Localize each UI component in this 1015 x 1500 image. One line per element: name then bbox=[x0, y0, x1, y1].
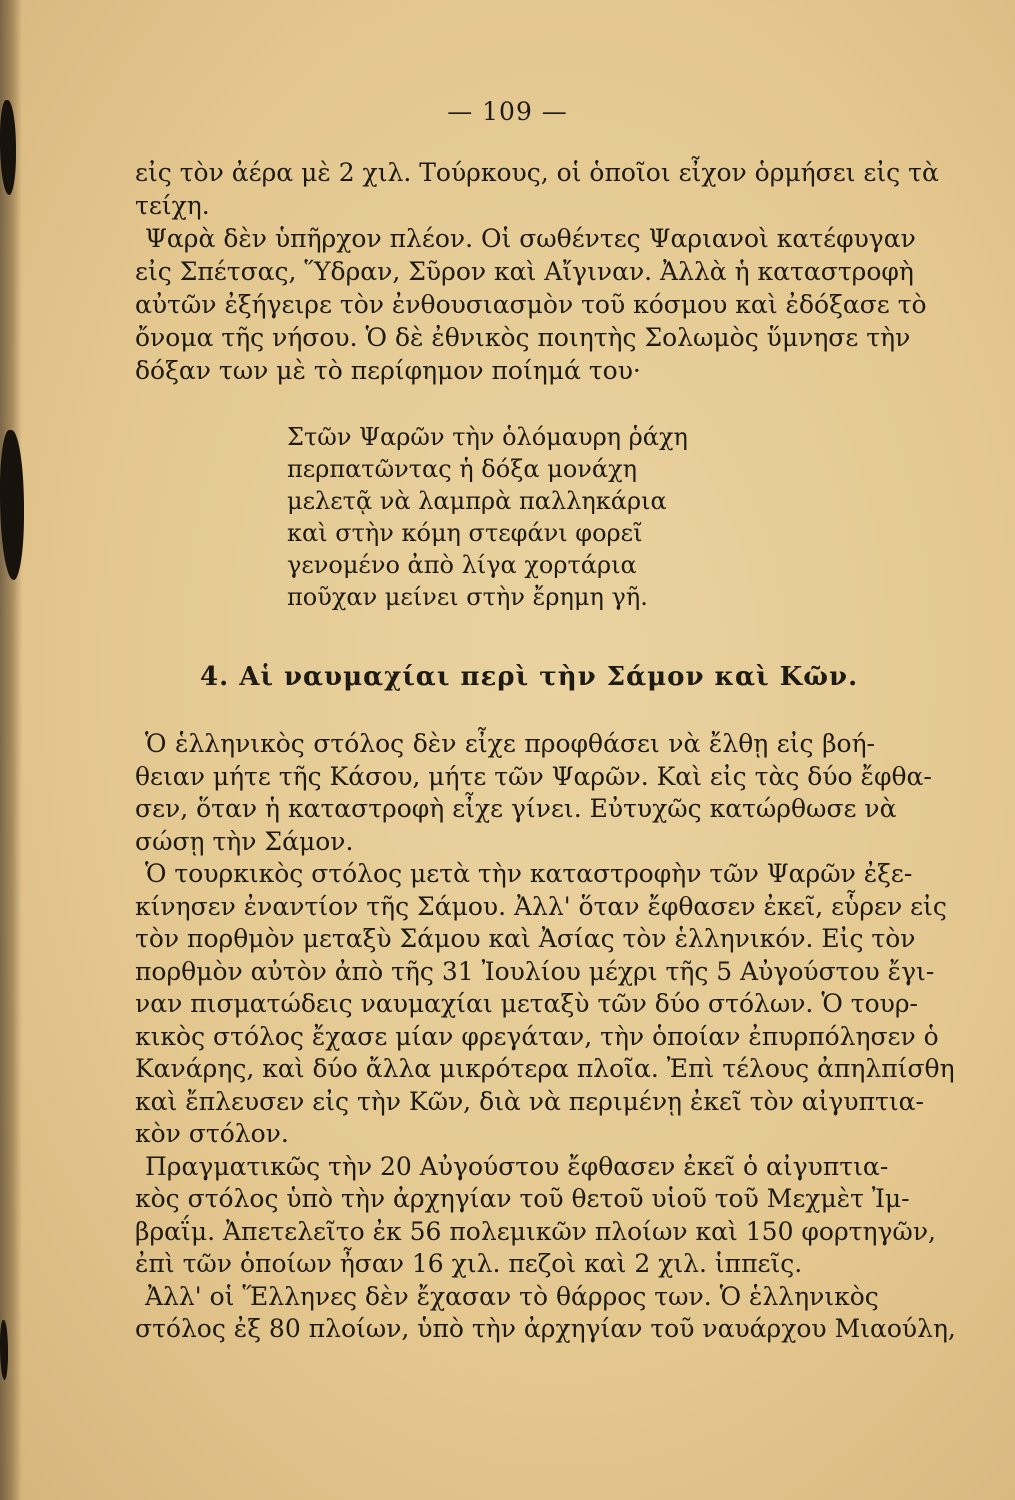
text-line: Πραγματικῶς τὴν 20 Αὐγούστου ἔφθασεν ἐκεῖ ὁ αἰγυπτια- bbox=[145, 1151, 889, 1181]
text-line: κικὸς στόλος ἔχασε μίαν φρεγάταν, τὴν ὁποίαν ἐπυρπόλησεν ὁ bbox=[135, 1021, 939, 1051]
text-line: σεν, ὅταν ἡ καταστροφὴ εἶχε γίνει. Εὐτυχῶς κατώρθωσε νὰ bbox=[135, 794, 897, 823]
poem-line: γενομένο ἀπὸ λίγα χορτάρια bbox=[287, 551, 637, 579]
page-number: — 109 — bbox=[447, 97, 568, 126]
text-line: βραΐμ. Ἀπετελεῖτο ἐκ 56 πολεμικῶν πλοίων καὶ 150 φορτηγῶν, bbox=[135, 1216, 936, 1246]
paragraph-2 bbox=[135, 728, 956, 1346]
text-line: Ὁ ἑλληνικὸς στόλος δὲν εἶχε προφθάσει νὰ ἔλθῃ εἰς βοή- bbox=[145, 729, 875, 758]
text-line: εἰς τὸν ἀέρα μὲ 2 χιλ. Τούρκους, οἱ ὁποῖοι εἶχον ὁρμήσει εἰς τὰ bbox=[135, 158, 939, 187]
poem-line: μελετᾷ νὰ λαμπρὰ παλληκάρια bbox=[287, 487, 667, 515]
ink-blot bbox=[0, 430, 24, 580]
text-line: κὸς στόλος ὑπὸ τὴν ἀρχηγίαν τοῦ θετοῦ υἱοῦ τοῦ Μεχμὲτ Ἰμ- bbox=[135, 1184, 910, 1213]
text-line: Ἀλλ' οἱ Ἕλληνες δὲν ἔχασαν τὸ θάρρος των. Ὁ ἑλληνικὸς bbox=[145, 1281, 879, 1311]
paragraph-1 bbox=[135, 156, 939, 387]
poem-line: περπατῶντας ἡ δόξα μονάχη bbox=[287, 455, 638, 483]
poem-line: ποῦχαν μείνει στὴν ἔρημη γῆ. bbox=[287, 583, 648, 611]
section-heading: 4. Αἱ ναυμαχίαι περὶ τὴν Σάμον καὶ Κῶν. bbox=[200, 662, 859, 692]
text-line: Κανάρης, καὶ δύο ἄλλα μικρότερα πλοῖα. Ἐπὶ τέλους ἀπηλπίσθη bbox=[135, 1054, 955, 1083]
text-line: τείχη. bbox=[135, 191, 210, 220]
text-line: κὸν στόλον. bbox=[135, 1119, 289, 1148]
text-line: ἐπὶ τῶν ὁποίων ἦσαν 16 χιλ. πεζοὶ καὶ 2 χιλ. ἱππεῖς. bbox=[135, 1249, 803, 1278]
text-line: τὸν πορθμὸν μεταξὺ Σάμου καὶ Ἀσίας τὸν ἑλληνικόν. Εἰς τὸν bbox=[135, 924, 916, 953]
text-line: δόξαν των μὲ τὸ περίφημον ποίημά του· bbox=[135, 356, 641, 385]
poem bbox=[287, 421, 688, 613]
text-line: πορθμὸν αὐτὸν ἀπὸ τῆς 31 Ἰουλίου μέχρι τῆς 5 Αὐγούστου ἔγι- bbox=[135, 956, 935, 986]
text-line: Ὁ τουρκικὸς στόλος μετὰ τὴν καταστροφὴν τῶν Ψαρῶν ἐξε- bbox=[145, 859, 913, 888]
text-line: κίνησεν ἐναντίον τῆς Σάμου. Ἀλλ' ὅταν ἔφθασεν ἐκεῖ, εὗρεν εἰς bbox=[135, 891, 947, 921]
page-edge-shadow bbox=[0, 0, 22, 1500]
text-line: ναν πισματώδεις ναυμαχίαι μεταξὺ τῶν δύο στόλων. Ὁ τουρ- bbox=[135, 989, 918, 1018]
text-line: αὐτῶν ἐξήγειρε τὸν ἐνθουσιασμὸν τοῦ κόσμου καὶ ἐδόξασε τὸ bbox=[135, 290, 927, 319]
poem-line: καὶ στὴν κόμη στεφάνι φορεῖ bbox=[287, 519, 643, 547]
text-line: εἰς Σπέτσας, Ὕδραν, Σῦρον καὶ Αἴγιναν. Ἀλλὰ ἡ καταστροφὴ bbox=[135, 257, 914, 286]
poem-line: Στῶν Ψαρῶν τὴν ὁλόμαυρη ῥάχη bbox=[287, 423, 688, 451]
text-line: σώσῃ τὴν Σάμον. bbox=[135, 826, 354, 856]
text-line: ὄνομα τῆς νήσου. Ὁ δὲ ἐθνικὸς ποιητὴς Σολωμὸς ὕμνησε τὴν bbox=[135, 323, 911, 352]
text-line: θειαν μήτε τῆς Κάσου, μήτε τῶν Ψαρῶν. Καὶ εἰς τὰς δύο ἔφθα- bbox=[135, 761, 932, 791]
text-line: Ψαρὰ δὲν ὑπῆρχον πλέον. Οἱ σωθέντες Ψαριανοὶ κατέφυγαν bbox=[145, 224, 916, 253]
text-line: στόλος ἐξ 80 πλοίων, ὑπὸ τὴν ἀρχηγίαν τοῦ ναυάρχου Μιαούλη, bbox=[135, 1314, 956, 1343]
ink-blot bbox=[0, 1320, 8, 1380]
text-line: καὶ ἔπλευσεν εἰς τὴν Κῶν, διὰ νὰ περιμένῃ ἐκεῖ τὸν αἰγυπτια- bbox=[135, 1086, 924, 1116]
